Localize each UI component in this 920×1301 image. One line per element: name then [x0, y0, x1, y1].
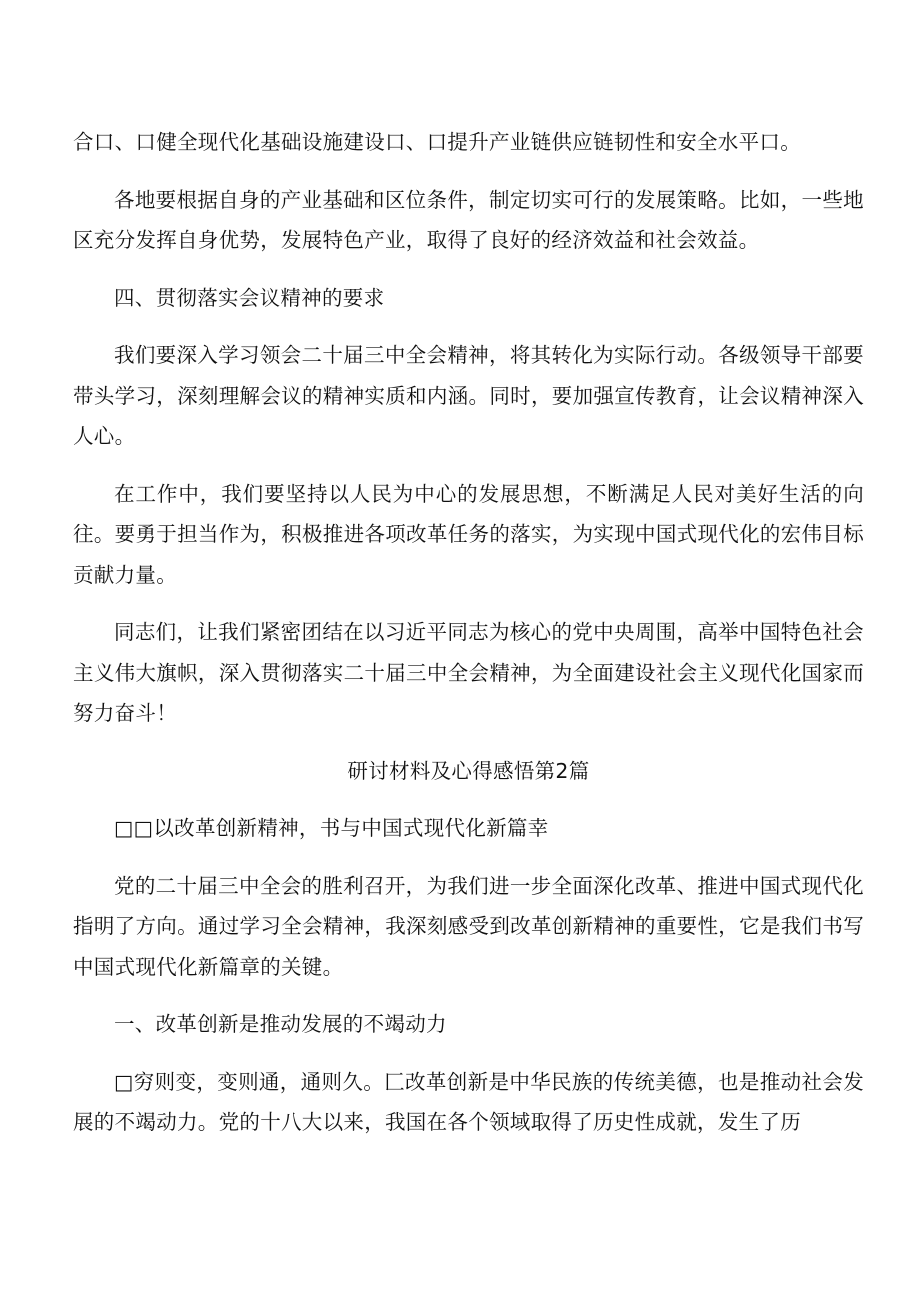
article-subtitle: □□以改革创新精神，书与中国式现代化新篇幸: [114, 816, 549, 840]
section-heading-four: 四、贯彻落实会议精神的要求: [114, 285, 385, 310]
paragraph-development-strategy: 各地要根据自身的产业基础和区位条件，制定切实可行的发展策略。比如，一些地区充分发挥自身优势，发展特色产业，取得了良好的经济效益和社会效益。: [73, 187, 864, 252]
paragraph-continuation: 合口、口健全现代化基础设施建设口、口提升产业链供应链韧性和安全水平口。: [73, 130, 801, 154]
paragraph-people-centered: 在工作中，我们要坚持以人民为中心的发展思想，不断满足人民对美好生活的向往。要勇于担当作为，积极推进各项改革任务的落实，为实现中国式现代化的宏伟目标贡献力量。: [73, 481, 864, 587]
paragraph-reform-innovation: □穷则变，变则通，通则久。匚改革创新是中华民族的传统美德，也是推动社会发展的不竭动力。党的十八大以来，我国在各个领域取得了历史性成就，发生了历: [73, 1069, 864, 1134]
paragraph-closing-call: 同志们，让我们紧密团结在以习近平同志为核心的党中央周围，高举中国特色社会主义伟大旗帜，深入贯彻落实二十届三中全会精神，为全面建设社会主义现代化国家而努力奋斗！: [73, 620, 864, 725]
paragraph-intro: 党的二十届三中全会的胜利召开，为我们进一步全面深化改革、推进中国式现代化指明了方向。通过学习全会精神，我深刻感受到改革创新精神的重要性，它是我们书写中国式现代化新篇章的关键。: [73, 873, 864, 979]
article-title: 研讨材料及心得感悟第2篇: [347, 758, 590, 783]
section-heading-one: 一、改革创新是推动发展的不竭动力: [114, 1012, 447, 1036]
paragraph-study-spirit: 我们要深入学习领会二十届三中全会精神，将其转化为实际行动。各级领导干部要带头学习，深刻理解会议的精神实质和内涵。同时，要加强宣传教育，让会议精神深入人心。: [73, 343, 864, 448]
